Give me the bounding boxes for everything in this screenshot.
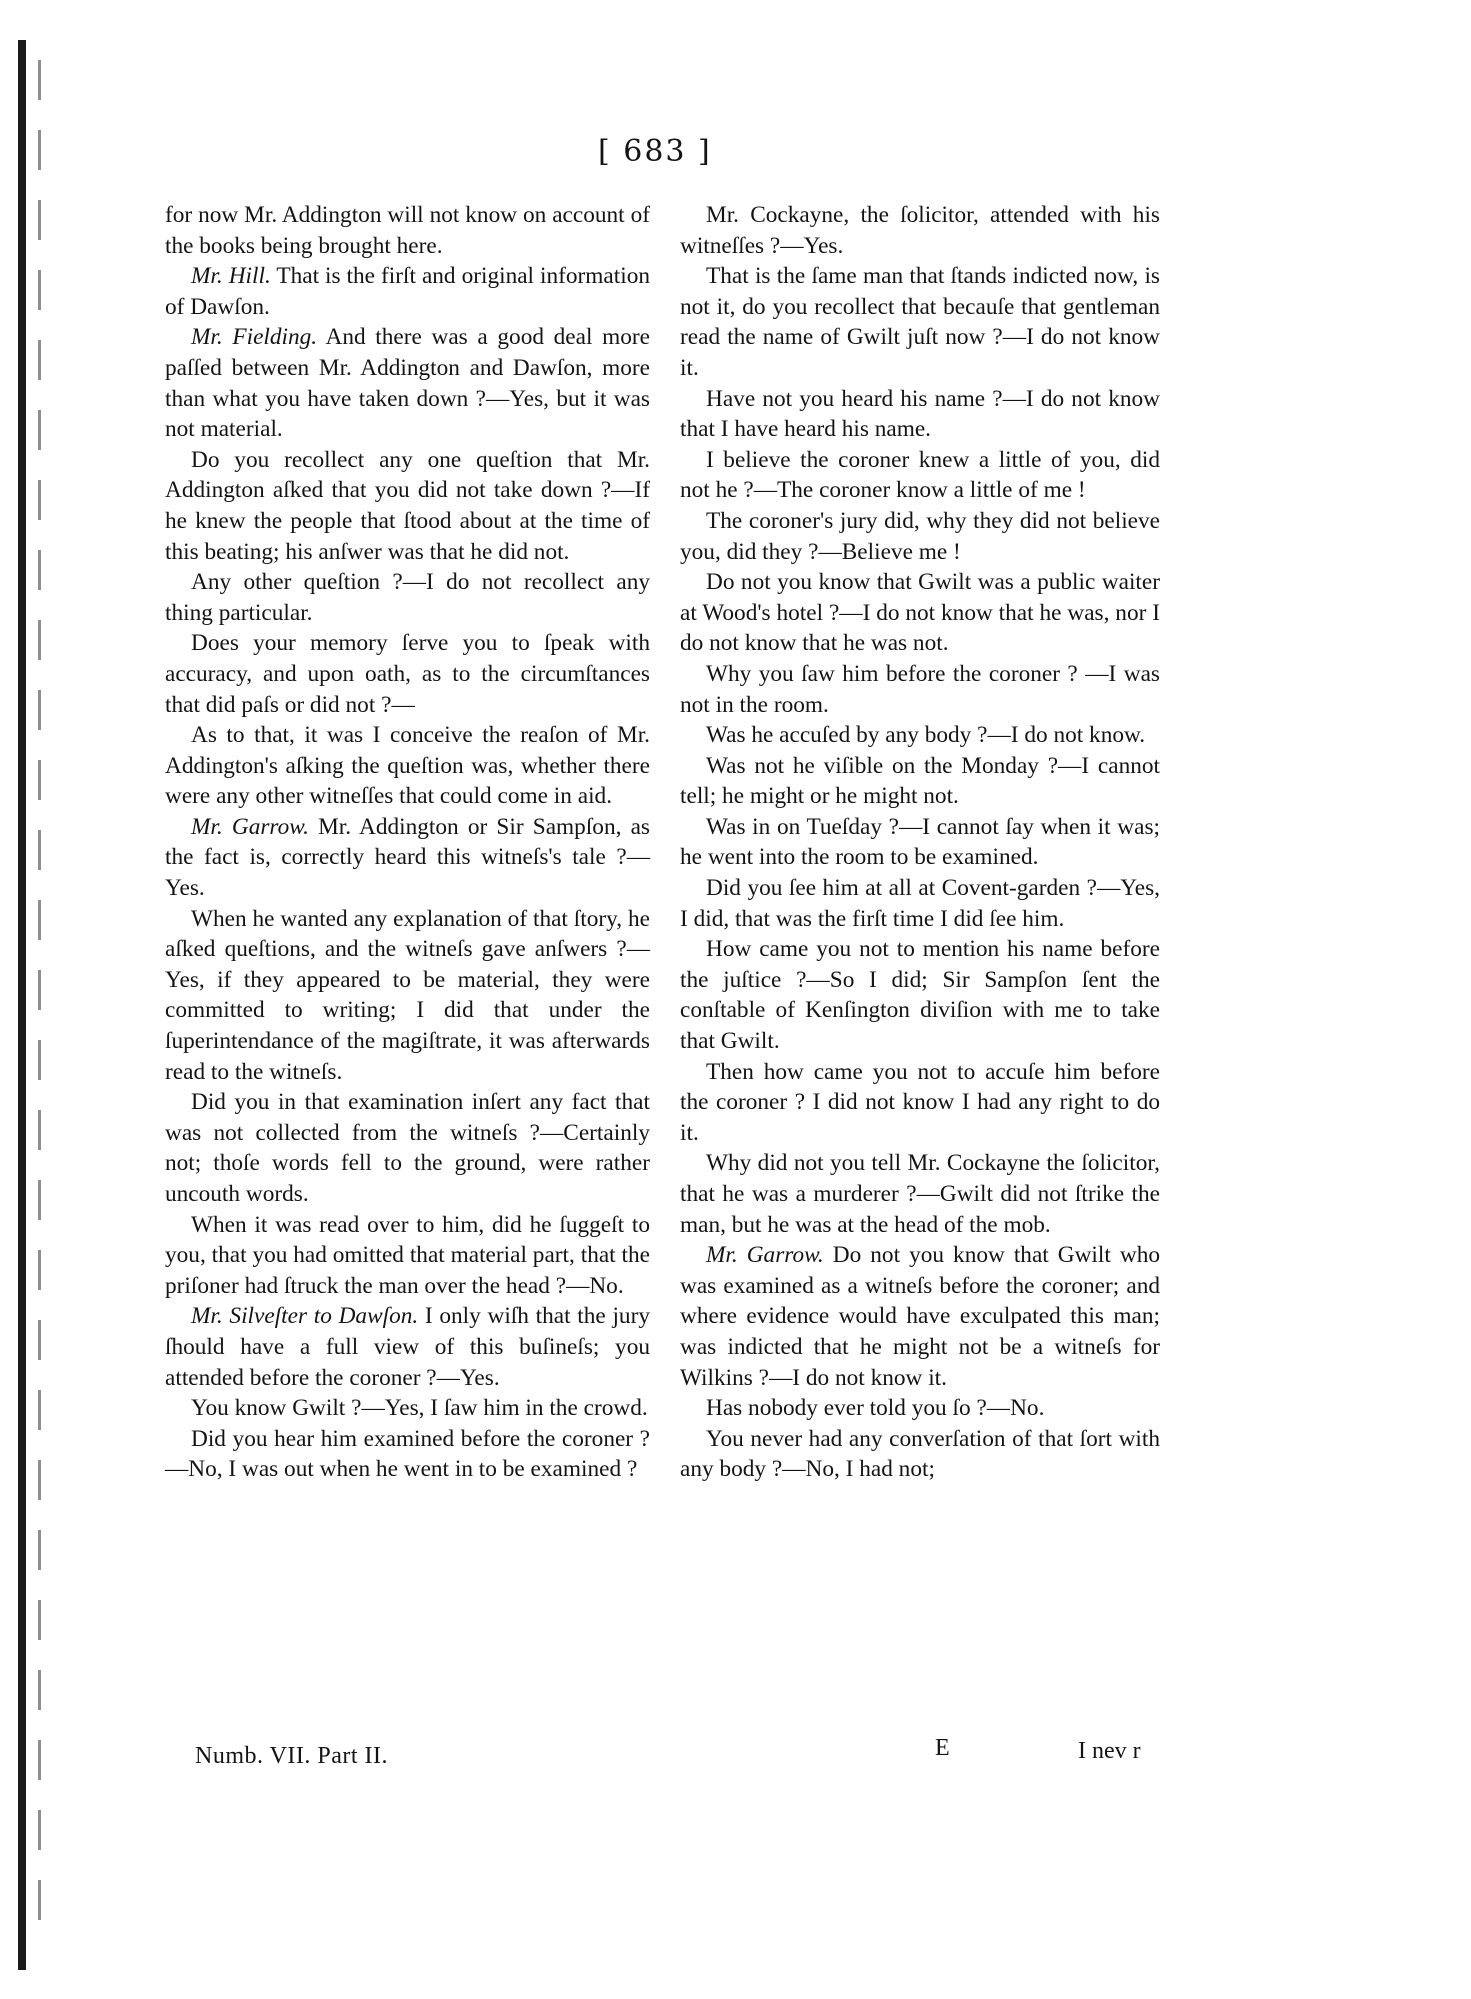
paragraph-text: That is the ſame man that ſtands indicted now, is not it, do you recollect that becauſe that gentleman read the name of Gwilt juſt now ?—I do not know it. (680, 263, 1160, 381)
paragraph (165, 445, 650, 567)
paragraph (165, 720, 650, 812)
right-column (680, 200, 1160, 1485)
paragraph-text: Do not you know that Gwilt who was examined as a witneſs before the coroner; and where evidence would have exculpated this man; was indicted that he might not be a witneſs for Wilkins ?—I do not know it. (680, 1242, 1160, 1391)
paragraph-text: Was he accuſed by any body ?—I do not know. (706, 722, 1146, 749)
paragraph (165, 628, 650, 720)
paragraph (165, 1424, 650, 1485)
page-number: [ 683 ] (598, 134, 712, 169)
paragraph-text: Was in on Tueſday ?—I cannot ſay when it was; he went into the room to be examined. (680, 813, 1160, 871)
paragraph (165, 1301, 650, 1393)
paragraph-text: As to that, it was I conceive the reaſon of Mr. Addington's aſking the queſtion was, whether there were any other witneſſes that could come in aid. (165, 722, 650, 810)
page-edge-binding (38, 60, 41, 1940)
paragraph (680, 812, 1160, 873)
page-edge-shadow (18, 40, 26, 1970)
paragraph-text: Have not you heard his name ?—I do not know that I have heard his name. (680, 385, 1160, 443)
paragraph-text: Does your memory ſerve you to ſpeak with accuracy, and upon oath, as to the circumſtances that did paſs or did not ?— (165, 630, 650, 718)
paragraph-text: That is the firſt and original information of Dawſon. (165, 263, 651, 320)
paragraph-text: When it was read over to him, did he ſuggeſt to you, that you had omitted that material part, that the priſoner had ſtruck the man over the head ?—No. (165, 1211, 650, 1299)
paragraph-text: The coroner's jury did, why they did not believe you, did they ?—Believe me ! (680, 507, 1160, 565)
paragraph (165, 812, 650, 904)
catchword: I nev r (1078, 1738, 1141, 1764)
paragraph-text: Do you recollect any one queſtion that Mr. Addington aſked that you did not take down ?—If he knew the people that ſtood about at the time of this beating; his anſwer was that he did not. (165, 446, 650, 565)
paragraph-text: I only wiſh that the jury ſhould have a full view of this buſineſs; you attended before the coroner ?—Yes. (165, 1303, 650, 1391)
paragraph (680, 751, 1160, 812)
paragraph-text: Why did not you tell Mr. Cockayne the ſolicitor, that he was a murderer ?—Gwilt did not ſtrike the man, but he was at the head of the mob. (680, 1150, 1160, 1238)
paragraph-text: for now Mr. Addington will not know on account of the books being brought here. (165, 202, 650, 259)
signature-mark: E (935, 1735, 950, 1761)
paragraph (165, 200, 650, 261)
paragraph (680, 720, 1160, 751)
paragraph (680, 1057, 1160, 1149)
paragraph (165, 261, 650, 322)
paragraph-text: Then how came you not to accuſe him before the coroner ? I did not know I had any right to do it. (680, 1058, 1160, 1146)
speaker-label: Mr. Garrow. (706, 1242, 824, 1269)
paragraph-text: Any other queſtion ?—I do not recollect any thing particular. (165, 569, 650, 626)
speaker-label: Mr. Garrow. (191, 813, 309, 840)
paragraph (680, 567, 1160, 659)
left-column (165, 200, 650, 1485)
paragraph-text: Do not you know that Gwilt was a public waiter at Wood's hotel ?—I do not know that he was, nor I do not know that he was not. (680, 569, 1160, 657)
paragraph (680, 1240, 1160, 1393)
paragraph (165, 1393, 650, 1424)
paragraph (165, 904, 650, 1088)
speaker-label: Mr. Hill. (191, 263, 271, 290)
paragraph-text: Did you in that examination inſert any fact that was not collected from the witneſs ?—Certainly not; thoſe words fell to the ground, were rather uncouth words. (165, 1089, 650, 1207)
paragraph-text: Was not he viſible on the Monday ?—I cannot tell; he might or he might not. (680, 752, 1160, 810)
paragraph (165, 1210, 650, 1302)
paragraph-text: You know Gwilt ?—Yes, I ſaw him in the crowd. (191, 1395, 648, 1422)
speaker-label: Mr. Silveſter to Dawſon. (191, 1303, 419, 1330)
paragraph-text: Mr. Addington or Sir Sampſon, as the fact is, correctly heard this witneſs's tale ?—Yes. (165, 813, 651, 902)
paragraph-text: And there was a good deal more paſſed between Mr. Addington and Dawſon, more than what you have taken down ?—Yes, but it was not material. (165, 324, 650, 443)
paragraph (680, 200, 1160, 261)
paragraph-text: How came you not to mention his name before the juſtice ?—So I did; Sir Sampſon ſent the conſtable of Kenſington diviſion with me to take that Gwilt. (680, 936, 1160, 1055)
paragraph-text: You never had any converſation of that ſort with any body ?—No, I had not; (680, 1425, 1160, 1483)
paragraph (680, 1424, 1160, 1485)
paragraph (680, 873, 1160, 934)
speaker-label: Mr. Fielding. (191, 324, 318, 351)
paragraph-text: Mr. Cockayne, the ſolicitor, attended with his witneſſes ?—Yes. (680, 202, 1160, 259)
paragraph (680, 1148, 1160, 1240)
paragraph (165, 567, 650, 628)
paragraph (680, 506, 1160, 567)
paragraph (680, 1393, 1160, 1424)
paragraph-text: I believe the coroner knew a little of you, did not he ?—The coroner know a little of me ! (680, 446, 1160, 504)
paragraph-text: When he wanted any explanation of that ſtory, he aſked queſtions, and the witneſs gave anſwers ?—Yes, if they appeared to be material, they were committed to writing; I did that under the ſuperintendance of the magiſtrate, it was afterwards read to the witneſs. (165, 905, 650, 1085)
paragraph (165, 322, 650, 444)
paragraph-text: Has nobody ever told you ſo ?—No. (706, 1395, 1045, 1422)
paragraph-text: Did you hear him examined before the coroner ?—No, I was out when he went in to be examined ? (165, 1425, 650, 1483)
paragraph (165, 1087, 650, 1209)
paragraph (680, 934, 1160, 1056)
paragraph (680, 261, 1160, 383)
paragraph (680, 445, 1160, 506)
paragraph-text: Why you ſaw him before the coroner ? —I was not in the room. (680, 660, 1160, 718)
paragraph (680, 384, 1160, 445)
paragraph (680, 659, 1160, 720)
footer-issue-label: Numb. VII. Part II. (195, 1743, 389, 1769)
paragraph-text: Did you ſee him at all at Covent-garden ?—Yes, I did, that was the firſt time I did ſee him. (680, 875, 1160, 932)
